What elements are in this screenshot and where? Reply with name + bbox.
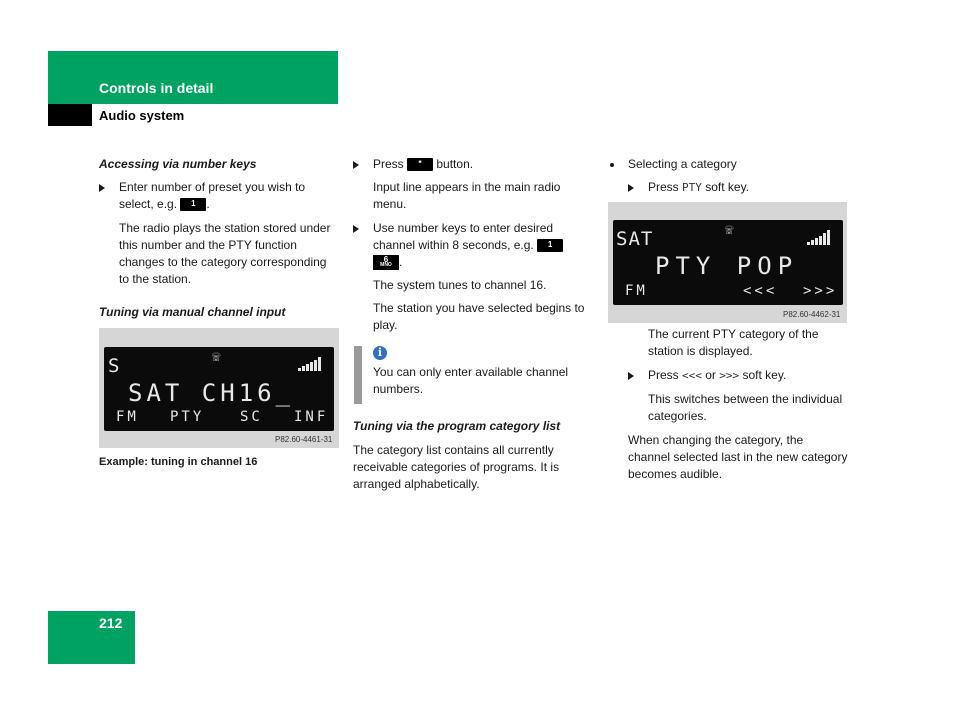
radio-display-figure-2 <box>608 202 847 323</box>
bullet-dot-icon <box>610 163 614 167</box>
phone-icon: ☏ <box>212 349 221 365</box>
figure-code: P82.60-4461-31 <box>275 435 333 444</box>
phone-icon: ☏ <box>725 222 734 238</box>
step-number-keys: Use number keys to enter desired channel within 8 seconds, e.g. 1 6 MNO . <box>353 220 593 271</box>
para-category-list: The category list contains all currently receivable categories of programs. It is arranged alphabetically. <box>353 443 560 491</box>
key-6-icon: 6 MNO <box>373 255 399 270</box>
step-press-arrows: Press <<< or >>> soft key. <box>628 367 848 384</box>
lcd-row-1: S <box>108 355 120 377</box>
lcd-row-2: PTY POP <box>655 252 799 280</box>
step-arrow-icon <box>99 184 105 192</box>
para-current-category: The current PTY category of the station is displayed. <box>648 327 819 358</box>
subsection-marker <box>48 104 92 126</box>
step-arrow-icon <box>628 372 634 380</box>
page-number: 212 <box>99 615 123 631</box>
key-1-icon: 1 <box>537 239 563 252</box>
para-station-plays: The station you have selected begins to play. <box>373 301 585 332</box>
subsection-title: Audio system <box>99 108 185 123</box>
step-enter-preset: Enter number of preset you wish to select, e.g. 1 . <box>99 179 339 213</box>
para-tunes-channel: The system tunes to channel 16. <box>373 278 547 292</box>
signal-strength-icon <box>807 230 830 245</box>
column-1 <box>99 156 339 468</box>
soft-key-next: >>> <box>803 283 838 299</box>
bullet-selecting-category: Selecting a category <box>608 156 848 173</box>
step-press-star: Press * button. <box>353 156 593 173</box>
radio-lcd-screen <box>104 347 334 431</box>
next-soft-key-label: >>> <box>719 369 740 382</box>
soft-key-sc: SC <box>240 409 263 425</box>
prev-soft-key-label: <<< <box>682 369 702 382</box>
soft-key-pty: PTY <box>170 409 205 425</box>
soft-key-fm: FM <box>116 409 139 425</box>
para-plays-station: The radio plays the station stored under this number and the PTY function changes to the category corresponding to the station. <box>119 221 331 286</box>
step-arrow-icon <box>353 161 359 169</box>
column-2 <box>353 156 593 493</box>
radio-display-figure <box>99 328 339 448</box>
step-press-pty: Press PTY soft key. <box>628 179 848 196</box>
soft-key-prev: <<< <box>743 283 778 299</box>
para-changing-category: When changing the category, the channel selected last in the new category becomes audible. <box>628 433 848 481</box>
key-star-icon: * <box>407 158 433 171</box>
key-1-icon: 1 <box>180 198 206 211</box>
figure-caption: Example: tuning in channel 16 <box>99 456 258 468</box>
lcd-row-2: SAT CH16_ <box>128 379 295 407</box>
soft-key-inf: INF <box>294 409 329 425</box>
heading-manual-input: Tuning via manual channel input <box>99 305 286 319</box>
info-bar <box>354 346 362 404</box>
para-input-line: Input line appears in the main radio menu. <box>373 180 561 211</box>
pty-soft-key-label: PTY <box>682 181 702 194</box>
para-switches: This switches between the individual categories. <box>648 392 843 423</box>
radio-lcd-screen-2 <box>613 220 843 305</box>
soft-key-fm: FM <box>625 283 648 299</box>
heading-category-list: Tuning via the program category list <box>353 419 561 433</box>
info-text: You can only enter available channel numbers. <box>373 365 569 396</box>
info-note <box>353 346 593 404</box>
info-icon: i <box>373 346 387 360</box>
step-arrow-icon <box>628 184 634 192</box>
heading-number-keys: Accessing via number keys <box>99 157 257 171</box>
lcd-row-1: SAT <box>616 228 654 250</box>
section-title: Controls in detail <box>99 80 214 96</box>
signal-strength-icon <box>298 357 321 371</box>
header-band <box>48 51 338 104</box>
figure-code: P82.60-4462-31 <box>783 310 841 319</box>
column-3 <box>608 156 848 483</box>
step-arrow-icon <box>353 225 359 233</box>
